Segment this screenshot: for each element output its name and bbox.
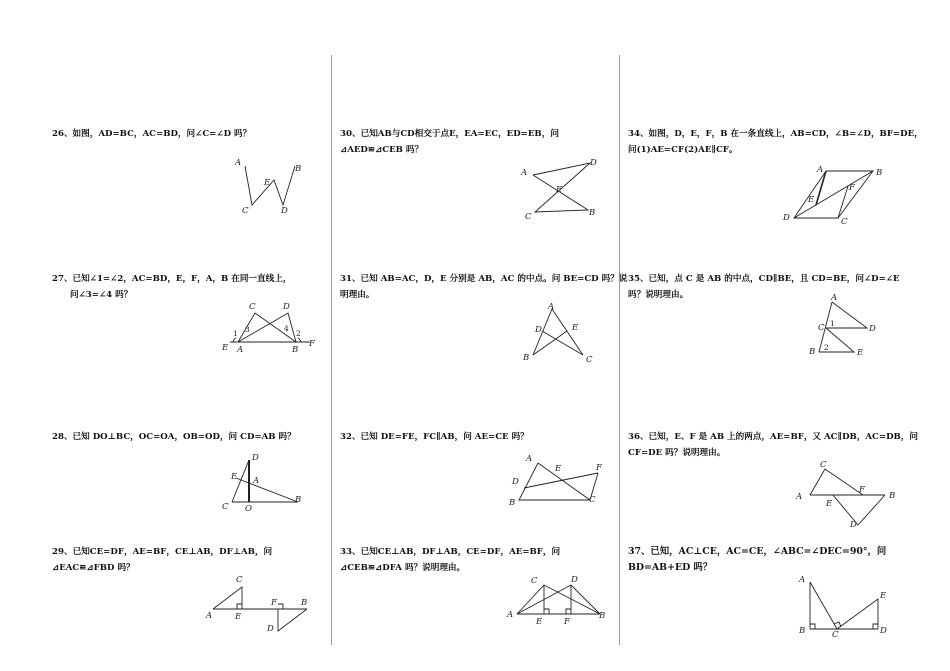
figure-line <box>810 469 863 495</box>
figure-line <box>794 171 873 218</box>
text-token: 知 <box>81 547 90 557</box>
problem-text <box>340 544 608 560</box>
figure-line <box>517 585 600 614</box>
figure-label: D <box>281 206 288 216</box>
text-token: CE=DF <box>89 547 124 557</box>
problem-text: 问∠3=∠4 吗？ <box>70 290 133 300</box>
figure-label: B <box>295 495 302 505</box>
figure-label: B <box>799 626 806 636</box>
angle-mark <box>298 338 301 342</box>
problem-31 <box>340 271 627 303</box>
figure-label: D <box>783 213 790 223</box>
problem-text <box>52 544 320 560</box>
figure-label: C <box>525 212 532 222</box>
figure-label: C <box>589 495 596 505</box>
text-token: CE⊥AB <box>377 547 414 557</box>
figure-label: E <box>536 617 543 627</box>
figure-label: D <box>283 302 290 312</box>
figure-label: A <box>237 345 244 355</box>
figure-label: 2 <box>824 343 829 352</box>
problem-text: 34、如图，D，E，F，B 在一条直线上，AB=CD，∠B=∠D，BF=DE， <box>628 129 923 139</box>
figure-label: D <box>512 477 519 487</box>
figure-label: F <box>849 183 855 193</box>
figure-label: E <box>556 185 563 195</box>
text-token: ， <box>254 547 264 557</box>
problem-text: 27、已知∠1=∠2，AC=BD，E，F，A，B 在同一直线上， <box>52 274 292 284</box>
figure-label: E <box>235 612 242 622</box>
figure-label: D <box>571 575 578 585</box>
figure-label: C <box>531 576 538 586</box>
figure-label: D <box>869 324 876 334</box>
figure-label: 4 <box>284 324 289 333</box>
figure-label: E <box>231 472 238 482</box>
figure-label: C <box>832 630 839 640</box>
figure-label: B <box>809 347 816 357</box>
figure-label: 3 <box>245 325 250 334</box>
text-token: ， <box>455 129 465 139</box>
figure-label: A <box>548 302 555 312</box>
figure-label: A <box>206 611 213 621</box>
text-token: ， <box>457 547 467 557</box>
problem-text: 问(1)AE=CF(2)AE∥CF。 <box>628 145 738 155</box>
problem-text: BD=AB+ED 吗？ <box>628 562 713 573</box>
text-token: AE=BF <box>132 547 167 557</box>
text-token: 相 <box>414 129 424 139</box>
problem-28 <box>52 429 296 445</box>
figure-label: B <box>599 611 606 621</box>
text-token: CE⊥AB <box>174 547 211 557</box>
figure-label: F <box>596 463 602 473</box>
figure-label: B <box>292 345 299 355</box>
figure-line <box>236 478 298 502</box>
figure-label: D <box>850 520 857 530</box>
figure-label: A <box>799 575 806 585</box>
figure-label: B <box>589 208 596 218</box>
figure-line <box>524 473 598 488</box>
figure-label: C <box>841 217 848 227</box>
text-token: 点 <box>440 129 450 139</box>
problem-text: 31、已知 AB=AC，D，E 分别是 AB，AC 的中点。问 BE=CD 吗？说 <box>340 274 628 284</box>
problem-text: CF=DE 吗？说明理由。 <box>628 448 726 458</box>
figure-label: D <box>252 453 259 463</box>
figure-label: A <box>521 168 528 178</box>
problem-34 <box>628 126 923 158</box>
text-token: ， <box>541 129 551 139</box>
text-token: 已 <box>360 547 370 557</box>
text-token: CE=DF <box>466 547 501 557</box>
figure-label: B <box>876 168 883 178</box>
problem-text: 吗？说明理由。 <box>628 290 689 300</box>
text-token: ， <box>500 547 510 557</box>
figure-28 <box>220 450 315 518</box>
figure-label: E <box>808 195 815 205</box>
figure-label: D <box>880 626 887 636</box>
figure-label: C <box>236 575 243 585</box>
right-angle-mark <box>544 609 549 614</box>
text-token: 33 <box>340 547 352 557</box>
column-divider-left <box>331 55 332 645</box>
problem-text: 37、已知，AC⊥CE，AC=CE，∠ABC=∠DEC=90°，问 <box>628 546 887 557</box>
figure-label: A <box>817 165 824 175</box>
figure-label: A <box>796 492 803 502</box>
figure-label: F <box>859 485 865 495</box>
figure-label: C <box>820 460 827 470</box>
right-angle-mark <box>810 624 815 629</box>
text-token: EA=EC <box>464 129 499 139</box>
text-token: 已 <box>360 129 370 139</box>
figure-line <box>213 587 242 609</box>
text-token: ， <box>210 547 220 557</box>
figure-label: A <box>831 293 838 303</box>
figure-label: A <box>507 610 514 620</box>
text-token: ， <box>498 129 507 139</box>
problem-32 <box>340 429 529 445</box>
problem-30 <box>340 126 608 158</box>
text-token: 知 <box>369 547 378 557</box>
text-token: AE=BF <box>509 547 543 557</box>
figure-29 <box>205 570 315 635</box>
text-token: 交 <box>423 129 432 139</box>
figure-line <box>517 585 600 614</box>
figure-35 <box>805 290 885 362</box>
figure-label: C <box>818 323 825 333</box>
text-token: CD <box>400 129 415 139</box>
figure-27 <box>220 300 325 355</box>
figure-37 <box>790 570 895 642</box>
text-token: DF⊥AB <box>421 547 458 557</box>
text-token: 29 <box>52 547 64 557</box>
problem-26 <box>52 126 251 142</box>
figure-label: D <box>590 158 597 168</box>
text-token: 问 <box>551 547 561 557</box>
right-angle-mark <box>873 624 878 629</box>
figure-label: A <box>235 158 242 168</box>
figure-34 <box>780 160 890 230</box>
figure-label: F <box>309 339 315 349</box>
text-token: 、 <box>351 547 361 557</box>
figure-label: E <box>857 348 864 358</box>
figure-label: O <box>245 504 252 514</box>
figure-label: A <box>253 476 260 486</box>
figure-label: F <box>564 617 570 627</box>
figure-label: 2 <box>296 329 301 338</box>
figure-line <box>833 495 885 525</box>
figure-label: E <box>880 591 887 601</box>
text-token: 问 <box>550 129 559 139</box>
text-token: 问 <box>263 547 273 557</box>
text-token: 于 <box>431 129 441 139</box>
figure-label: E <box>555 464 562 474</box>
figure-label: E <box>572 323 579 333</box>
figure-line <box>278 609 307 631</box>
text-token: 30 <box>340 129 352 139</box>
figure-label: E <box>826 499 833 509</box>
figure-label: C <box>222 502 229 512</box>
problem-text: 36、已知，E、F 是 AB 上的两点，AE=BF，又 AC∥DB，AC=DB，问 <box>628 432 918 442</box>
figure-label: 1 <box>233 329 238 338</box>
problem-text: 明理由。 <box>340 290 375 300</box>
figure-32 <box>505 450 610 510</box>
problem-27 <box>52 271 297 303</box>
text-token: DF⊥AB <box>219 547 255 557</box>
figure-33 <box>505 572 615 630</box>
problem-text: 28、已知 DO⊥BC，OC=OA，OB=OD，问 CD=AB 吗？ <box>52 432 296 442</box>
text-token: ， <box>123 547 133 557</box>
figure-label: E <box>222 343 229 353</box>
figure-label: F <box>271 598 277 608</box>
figure-line <box>810 582 878 629</box>
text-token: ， <box>542 547 552 557</box>
figure-label: D <box>267 624 274 634</box>
column-divider-right <box>619 55 620 645</box>
figure-label: B <box>301 598 308 608</box>
figure-line <box>538 463 590 500</box>
figure-31 <box>515 300 600 370</box>
text-token: 、 <box>63 547 73 557</box>
text-token: 、 <box>351 129 361 139</box>
figure-label: B <box>889 491 896 501</box>
problem-text: 26、如图，AD=BC，AC=BD，问∠C=∠D 吗？ <box>52 129 252 139</box>
figure-30 <box>515 155 605 225</box>
right-angle-mark <box>237 604 242 609</box>
right-angle-mark <box>566 609 571 614</box>
figure-label: D <box>535 325 542 335</box>
problem-text <box>340 126 608 142</box>
text-token: 知 <box>369 129 378 139</box>
text-token: 与 <box>391 129 401 139</box>
problem-text: 32、已知 DE=FE，FC∥AB，问 AE=CE 吗？ <box>340 432 529 442</box>
figure-label: B <box>509 498 516 508</box>
figure-label: C <box>242 206 249 216</box>
figure-label: E <box>264 178 271 188</box>
text-token: ， <box>413 547 422 557</box>
figure-label: 1 <box>830 319 835 328</box>
text-token: 已 <box>72 547 82 557</box>
text-token: ED=EB <box>506 129 542 139</box>
text-token: E <box>449 129 456 139</box>
right-angle-mark <box>278 604 283 609</box>
figure-label: B <box>295 164 302 174</box>
figure-label: A <box>526 454 533 464</box>
angle-mark <box>233 338 236 342</box>
problem-text: 35、已知，点 C 是 AB 的中点，CD∥BE，且 CD=BE，问∠D=∠E <box>628 274 900 284</box>
figure-label: C <box>586 355 593 365</box>
text-token: ， <box>166 547 175 557</box>
problem-text: ⊿AED≌⊿CEB 吗？ <box>340 145 424 155</box>
problem-text: ⊿EAC≌⊿FBD 吗？ <box>52 563 135 573</box>
figure-label: C <box>249 302 256 312</box>
figure-36 <box>790 455 900 530</box>
figure-26 <box>228 155 308 217</box>
text-token: AB <box>377 129 392 139</box>
figure-label: B <box>523 353 530 363</box>
problem-text: ⊿CEB≌⊿DFA 吗？说明理由。 <box>340 563 466 573</box>
